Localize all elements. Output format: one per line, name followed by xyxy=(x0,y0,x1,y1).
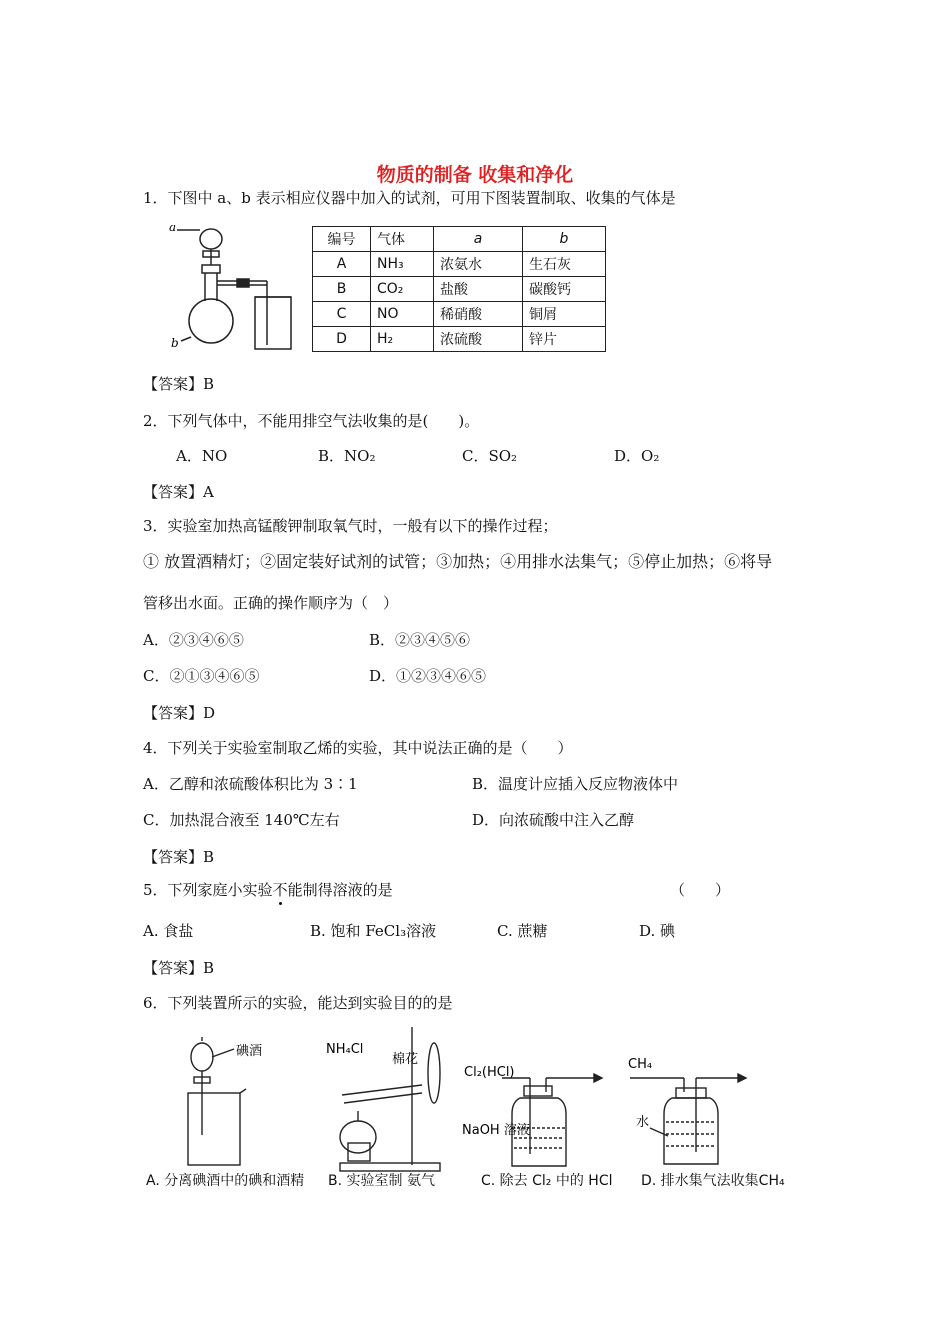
table-row xyxy=(313,327,606,352)
label-a: a xyxy=(169,225,177,234)
option-a: A. 食盐 xyxy=(143,922,194,940)
table-cell: 铜屑 xyxy=(523,302,606,327)
q1-apparatus-figure xyxy=(165,225,300,355)
option-b: B．温度计应插入反应物液体中 xyxy=(472,775,679,793)
table-cell: A xyxy=(313,252,371,277)
question-3-text: 3．实验室加热高锰酸钾制取氧气时，一般有以下的操作过程； xyxy=(143,517,558,535)
option-c: C. 蔗糖 xyxy=(497,922,548,940)
option-a: A．乙醇和浓硫酸体积比为 3∶1 xyxy=(143,775,358,793)
table-cell: 盐酸 xyxy=(434,277,523,302)
label-ch4: CH₄ xyxy=(628,1057,653,1072)
answer-4: 【答案】B xyxy=(143,848,215,866)
answer-5: 【答案】B xyxy=(143,959,215,977)
label-cotton: 棉花 xyxy=(392,1052,419,1067)
table-cell: 浓硫酸 xyxy=(434,327,523,352)
table-row xyxy=(313,302,606,327)
round-bottom-flask xyxy=(189,299,233,343)
question-1-text: 1．下图中 a、b 表示相应仪器中加入的试剂，可用下图装置制取、收集的气体是 xyxy=(143,189,676,207)
emphasis-not: 不 xyxy=(272,881,288,899)
separatory-funnel xyxy=(200,229,222,249)
answer-1: 【答案】B xyxy=(143,375,215,393)
table-cell: NO xyxy=(371,302,434,327)
table-cell: 稀硝酸 xyxy=(434,302,523,327)
caption-c: C. 除去 Cl₂ 中的 HCl xyxy=(481,1173,613,1189)
question-4-text: 4．下列关于实验室制取乙烯的实验，其中说法正确的是（ ） xyxy=(143,739,573,757)
table-cell: 生石灰 xyxy=(523,252,606,277)
question-2-text: 2．下列气体中，不能用排空气法收集的是( )。 xyxy=(143,412,480,430)
option-a: A．②③④⑥⑤ xyxy=(143,631,244,649)
label-iodine-tincture: 碘酒 xyxy=(236,1044,263,1059)
table-cell: 锌片 xyxy=(523,327,606,352)
header-cell: 气体 xyxy=(371,227,434,252)
question-5-post: 能制得溶液的是 xyxy=(287,881,393,899)
table-cell: C xyxy=(313,302,371,327)
question-6-text: 6．下列装置所示的实验，能达到实验目的的是 xyxy=(143,994,453,1012)
question-3-line2: ① 放置酒精灯；②固定装好试剂的试管；③加热；④用排水法集气；⑤停止加热；⑥将导 xyxy=(143,552,773,571)
answer-paren: （ ） xyxy=(670,881,731,899)
page-title: 物质的制备 收集和净化 xyxy=(376,164,574,186)
table-cell: CO₂ xyxy=(371,277,434,302)
question-5-pre: 5．下列家庭小实验 xyxy=(143,881,273,899)
label-cl2-hcl: Cl₂(HCl) xyxy=(464,1065,515,1080)
option-d: D．向浓硫酸中注入乙醇 xyxy=(472,811,635,829)
answer-2: 【答案】A xyxy=(143,483,214,501)
figure-d-apparatus xyxy=(626,1052,756,1172)
table-cell: H₂ xyxy=(371,327,434,352)
option-b: B．NO₂ xyxy=(318,447,376,465)
header-cell: a xyxy=(434,227,523,252)
option-c: C．SO₂ xyxy=(462,447,518,465)
option-d: D. 碘 xyxy=(639,922,676,940)
table-row xyxy=(313,252,606,277)
label-b: b xyxy=(171,336,179,350)
caption-d: D. 排水集气法收集CH₄ xyxy=(641,1173,785,1189)
header-cell: 编号 xyxy=(313,227,371,252)
caption-a: A. 分离碘酒中的碘和酒精 xyxy=(146,1173,305,1189)
option-d: D．O₂ xyxy=(614,447,660,465)
option-b: B. 饱和 FeCl₃溶液 xyxy=(310,922,437,940)
figure-b-apparatus xyxy=(322,1025,452,1175)
header-cell: b xyxy=(523,227,606,252)
table-header-row xyxy=(313,227,606,252)
gas-jar xyxy=(255,297,291,349)
table-cell: 碳酸钙 xyxy=(523,277,606,302)
option-d: D．①②③④⑥⑤ xyxy=(369,667,487,685)
label-water: 水 xyxy=(636,1115,650,1130)
table-row xyxy=(313,277,606,302)
table-cell: 浓氨水 xyxy=(434,252,523,277)
option-c: C．加热混合液至 140℃左右 xyxy=(143,811,340,829)
option-a: A．NO xyxy=(176,447,228,465)
answer-3: 【答案】D xyxy=(143,704,216,722)
table-cell: D xyxy=(313,327,371,352)
label-nh4cl: NH₄Cl xyxy=(326,1042,364,1057)
figure-a-apparatus xyxy=(180,1035,290,1170)
reagent-table xyxy=(312,226,606,352)
option-c: C．②①③④⑥⑤ xyxy=(143,667,260,685)
table-cell: NH₃ xyxy=(371,252,434,277)
question-3-line3: 管移出水面。正确的操作顺序为（ ） xyxy=(143,594,399,612)
figure-c-apparatus xyxy=(462,1058,607,1173)
label-naoh: NaOH 溶液 xyxy=(462,1123,530,1138)
caption-b: B. 实验室制 氨气 xyxy=(328,1173,435,1189)
option-b: B．②③④⑤⑥ xyxy=(369,631,471,649)
table-cell: B xyxy=(313,277,371,302)
question-5-text xyxy=(143,880,393,900)
